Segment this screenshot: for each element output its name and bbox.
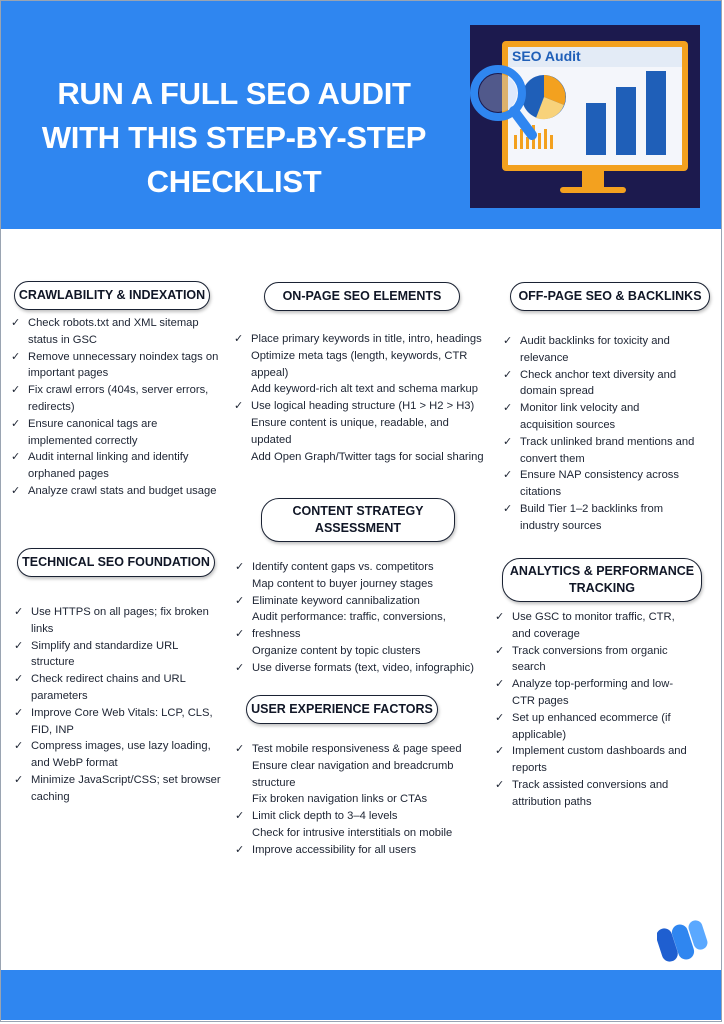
checklist-item-text — [252, 791, 497, 808]
checklist-item — [495, 676, 707, 710]
checklist-item-line: Implement custom dashboards and — [512, 745, 687, 758]
checklist-item-line: Monitor link velocity and — [520, 402, 640, 415]
checklist-item-text — [512, 777, 707, 811]
checklist-item — [235, 576, 497, 593]
checklist-item-line: acquisition sources — [520, 418, 616, 431]
checklist-item — [234, 398, 496, 415]
checklist-item — [235, 741, 497, 758]
checklist-item-line: Minimize JavaScript/CSS; set browser — [31, 773, 221, 786]
checklist-item-text — [512, 676, 707, 710]
checklist-item — [495, 777, 707, 811]
checklist-item — [503, 434, 703, 468]
checklist-item-line: redirects) — [28, 400, 75, 413]
checkmark-icon: ✓ — [503, 435, 513, 448]
checklist-item-line: Track conversions from organic — [512, 644, 668, 657]
checklist-item — [14, 671, 226, 705]
checklist-item-line: Use GSC to monitor traffic, CTR, — [512, 611, 675, 623]
checklist-item-text — [252, 643, 497, 660]
list-content — [235, 559, 497, 677]
checklist-item-text — [252, 559, 497, 576]
checklist-item — [495, 743, 707, 777]
checklist-item-line: CTR pages — [512, 694, 569, 707]
checklist-item-line: links — [31, 622, 54, 635]
checklist-item-line: Set up enhanced ecommerce (if — [512, 711, 671, 724]
heading-ux — [246, 695, 438, 724]
checklist-item-line: Use logical heading structure (H1 > H2 > H3) — [251, 400, 475, 413]
checklist-item-text — [512, 743, 707, 777]
checklist-item — [11, 449, 223, 483]
heading-analytics-line: TRACKING — [569, 581, 635, 595]
checklist-item — [14, 772, 226, 806]
checkmark-icon: ✓ — [11, 350, 21, 363]
heading-crawlability-text: CRAWLABILITY & INDEXATION — [18, 288, 206, 302]
checklist-item — [14, 705, 226, 739]
checklist-item-text — [251, 348, 496, 382]
checkmark-icon: ✓ — [495, 778, 505, 791]
checkmark-icon: ✓ — [503, 502, 513, 515]
checkmark-icon: ✓ — [14, 706, 24, 719]
checklist-item-line: Audit backlinks for toxicity and — [520, 335, 670, 347]
checklist-item-line: reports — [512, 762, 547, 775]
checklist-item — [234, 381, 496, 398]
list-offpage — [503, 333, 703, 535]
checklist-item-line: relevance — [520, 351, 569, 364]
checklist-item-line: Identify content gaps vs. competitors — [252, 561, 434, 573]
heading-offpage-text: OFF-PAGE SEO & BACKLINKS — [518, 289, 702, 303]
checkmark-icon: ✓ — [495, 644, 505, 657]
checkmark-icon: ✓ — [234, 333, 244, 345]
checkmark-icon: ✓ — [11, 417, 21, 430]
checklist-item-text — [31, 638, 226, 672]
seo-audit-illustration — [470, 25, 700, 208]
checklist-item-line: Check redirect chains and URL — [31, 673, 186, 686]
checklist-item-text — [252, 593, 497, 610]
checklist-item-text — [251, 415, 496, 449]
checklist-item — [503, 467, 703, 501]
checkmark-icon: ✓ — [503, 368, 513, 381]
checklist-item-line: updated — [251, 433, 292, 446]
heading-technical-text: TECHNICAL SEO FOUNDATION — [22, 555, 210, 569]
checklist-item — [503, 367, 703, 401]
checklist-item — [235, 643, 497, 660]
heading-ux-text: USER EXPERIENCE FACTORS — [251, 702, 433, 716]
checkmark-icon: ✓ — [235, 628, 245, 641]
checkmark-icon: ✓ — [234, 400, 244, 413]
checklist-item — [234, 415, 496, 449]
checklist-item-text — [28, 483, 223, 500]
checklist-item-line: Fix crawl errors (404s, server errors, — [28, 384, 209, 397]
checklist-item-line: Audit performance: traffic, conversions, — [252, 611, 446, 624]
checklist-item-line: Check robots.txt and XML sitemap — [28, 317, 199, 329]
checklist-item-line: implemented correctly — [28, 434, 138, 447]
checklist-item-text — [31, 738, 226, 772]
checklist-item-line: Simplify and standardize URL — [31, 639, 179, 652]
checklist-item-line: Limit click depth to 3–4 levels — [252, 810, 398, 823]
heading-content — [261, 498, 455, 542]
checklist-item — [234, 449, 496, 466]
checklist-item-line: orphaned pages — [28, 468, 109, 481]
checklist-item-text — [512, 609, 707, 643]
checkmark-icon: ✓ — [235, 561, 245, 573]
checklist-item-line: structure — [252, 776, 296, 789]
checklist-item-line: Ensure NAP consistency across — [520, 469, 679, 482]
checklist-item-text — [31, 772, 226, 806]
checklist-item-text — [252, 825, 497, 842]
checklist-item-text — [252, 609, 497, 626]
checklist-item — [495, 710, 707, 744]
checklist-item-line: search — [512, 661, 546, 674]
checklist-item-text — [28, 349, 223, 383]
checklist-item — [235, 758, 497, 792]
checklist-item-text — [251, 381, 496, 398]
checkmark-icon: ✓ — [495, 678, 505, 691]
checklist-item-line: Use HTTPS on all pages; fix broken — [31, 606, 209, 618]
checklist-item — [503, 400, 703, 434]
checklist-item-text — [520, 501, 703, 535]
checkmark-icon: ✓ — [503, 469, 513, 482]
heading-analytics-line: ANALYTICS & PERFORMANCE — [509, 564, 695, 578]
checklist-item-text — [252, 808, 497, 825]
checklist-item-text — [31, 671, 226, 705]
checkmark-icon: ✓ — [11, 384, 21, 397]
checklist-item-line: Map content to buyer journey stages — [252, 577, 433, 590]
checkmark-icon: ✓ — [235, 594, 245, 607]
brand-logo-icon — [657, 918, 709, 966]
checklist-item-line: Track assisted conversions and — [512, 778, 669, 791]
checklist-item-line: parameters — [31, 689, 88, 702]
checklist-item — [14, 604, 226, 638]
checkmark-icon: ✓ — [14, 606, 24, 618]
checklist-item-line: convert them — [520, 452, 585, 465]
checklist-item — [235, 825, 497, 842]
checklist-item — [235, 791, 497, 808]
checklist-item-line: Use diverse formats (text, video, infographic) — [252, 661, 474, 674]
checklist-item-text — [252, 758, 497, 792]
checklist-item-text — [252, 576, 497, 593]
checklist-item-text — [520, 434, 703, 468]
title-line: CHECKLIST — [146, 164, 322, 199]
checklist-item-text — [252, 626, 497, 643]
checklist-item-line: Analyze crawl stats and budget usage — [28, 484, 217, 497]
checklist-item-line: Track unlinked brand mentions and — [520, 435, 695, 448]
checklist-item-line: Add keyword-rich alt text and schema markup — [251, 383, 478, 396]
list-onpage — [234, 331, 496, 465]
checklist-item-line: applicable) — [512, 728, 567, 741]
checklist-item — [11, 382, 223, 416]
checklist-item-line: caching — [31, 790, 70, 803]
page-title — [14, 72, 454, 204]
title-line: WITH THIS STEP-BY-STEP — [41, 120, 427, 155]
heading-crawlability — [14, 281, 210, 310]
checklist-item-line: Check anchor text diversity and — [520, 368, 677, 381]
checklist-item-line: Fix broken navigation links or CTAs — [252, 793, 428, 806]
checkmark-icon: ✓ — [495, 711, 505, 724]
checklist-item-line: FID, INP — [31, 723, 74, 736]
checklist-item-line: industry sources — [520, 519, 602, 532]
checklist-item-line: and WebP format — [31, 757, 118, 770]
checklist-item — [495, 643, 707, 677]
checklist-item-line: Compress images, use lazy loading, — [31, 740, 211, 753]
checklist-item-line: Test mobile responsiveness & page speed — [252, 743, 462, 755]
heading-onpage — [264, 282, 460, 311]
checklist-item-text — [28, 449, 223, 483]
checklist-item — [11, 416, 223, 450]
heading-onpage-text: ON-PAGE SEO ELEMENTS — [282, 289, 442, 303]
checkmark-icon: ✓ — [235, 843, 245, 856]
checkmark-icon: ✓ — [14, 773, 24, 786]
checklist-item-text — [251, 398, 496, 415]
checklist-item-text — [31, 705, 226, 739]
checklist-item — [495, 609, 707, 643]
checklist-item-line: Add Open Graph/Twitter tags for social sharing — [251, 450, 484, 463]
checklist-item-line: Remove unnecessary noindex tags on — [28, 350, 219, 363]
checkmark-icon: ✓ — [14, 639, 24, 652]
checklist-item-text — [252, 660, 497, 677]
checklist-item — [234, 348, 496, 382]
list-analytics — [495, 609, 707, 811]
list-ux — [235, 741, 497, 859]
list-crawlability — [11, 315, 223, 500]
checklist-item-text — [28, 416, 223, 450]
illustration-label: SEO Audit — [512, 48, 581, 64]
checklist-item — [11, 349, 223, 383]
pie-chart-icon — [522, 75, 566, 119]
checklist-item-text — [251, 449, 496, 466]
heading-analytics — [502, 558, 702, 602]
checklist-item-text — [512, 710, 707, 744]
checklist-item-text — [252, 842, 497, 859]
checklist-item-line: status in GSC — [28, 333, 98, 346]
checklist-item-line: Ensure canonical tags are — [28, 417, 158, 430]
checklist-item-text — [28, 315, 223, 349]
checklist-item — [235, 808, 497, 825]
title-line: RUN A FULL SEO AUDIT — [57, 76, 411, 111]
checklist-item-line: attribution paths — [512, 795, 592, 808]
checklist-item-line: important pages — [28, 367, 109, 380]
checklist-item-line: citations — [520, 486, 562, 499]
checkmark-icon: ✓ — [235, 661, 245, 674]
checklist-item-text — [520, 467, 703, 501]
checklist-item-line: Ensure clear navigation and breadcrumb — [252, 759, 454, 772]
checklist-item — [503, 333, 703, 367]
heading-technical — [17, 548, 215, 577]
checkmark-icon: ✓ — [11, 317, 21, 329]
checklist-item — [235, 593, 497, 610]
checkmark-icon: ✓ — [503, 402, 513, 415]
checklist-item — [14, 638, 226, 672]
checklist-item-line: Organize content by topic clusters — [252, 644, 421, 657]
checklist-item-line: structure — [31, 656, 75, 669]
checklist-item-text — [252, 741, 497, 758]
checkmark-icon: ✓ — [11, 451, 21, 464]
checklist-item-line: Audit internal linking and identify — [28, 451, 189, 464]
checklist-item-line: freshness — [252, 628, 301, 641]
checklist-item-line: Analyze top-performing and low- — [512, 678, 674, 691]
checklist-item-text — [31, 604, 226, 638]
checklist-item — [11, 483, 223, 500]
checkmark-icon: ✓ — [495, 745, 505, 758]
checkmark-icon: ✓ — [235, 743, 245, 755]
checklist-item-text — [520, 333, 703, 367]
checklist-item — [235, 609, 497, 626]
checklist-item-text — [512, 643, 707, 677]
checklist-item-text — [251, 331, 496, 348]
checklist-item-text — [520, 367, 703, 401]
checklist-item-line: Eliminate keyword cannibalization — [252, 594, 420, 607]
footer-band — [1, 970, 721, 1020]
checklist-item-line: Place primary keywords in title, intro, headings — [251, 333, 482, 345]
checklist-item-line: Improve accessibility for all users — [252, 843, 417, 856]
checklist-item — [14, 738, 226, 772]
checkmark-icon: ✓ — [503, 335, 513, 347]
checklist-item — [235, 559, 497, 576]
checklist-item — [235, 842, 497, 859]
checklist-item-line: Optimize meta tags (length, keywords, CTR — [251, 349, 468, 362]
checklist-item-line: Ensure content is unique, readable, and — [251, 416, 449, 429]
checklist-item-line: and coverage — [512, 627, 580, 640]
checklist-item — [503, 501, 703, 535]
heading-content-line: CONTENT STRATEGY — [292, 504, 424, 518]
checkmark-icon: ✓ — [235, 810, 245, 823]
checklist-item-line: Improve Core Web Vitals: LCP, CLS, — [31, 706, 213, 719]
list-technical — [14, 604, 226, 806]
checklist-item-line: Check for intrusive interstitials on mobile — [252, 826, 453, 839]
checklist-item-text — [520, 400, 703, 434]
checkmark-icon: ✓ — [11, 484, 21, 497]
checkmark-icon: ✓ — [495, 611, 505, 623]
heading-content-line: ASSESSMENT — [314, 521, 402, 535]
checklist-item — [235, 626, 497, 643]
checklist-item — [235, 660, 497, 677]
checklist-item-line: Build Tier 1–2 backlinks from — [520, 502, 664, 515]
checklist-item-text — [28, 382, 223, 416]
checklist-item — [234, 331, 496, 348]
checklist-item-line: appeal) — [251, 366, 289, 379]
checkmark-icon: ✓ — [14, 740, 24, 753]
checklist-item — [11, 315, 223, 349]
checkmark-icon: ✓ — [14, 673, 24, 686]
checklist-item-line: domain spread — [520, 385, 595, 398]
heading-offpage — [510, 282, 710, 311]
